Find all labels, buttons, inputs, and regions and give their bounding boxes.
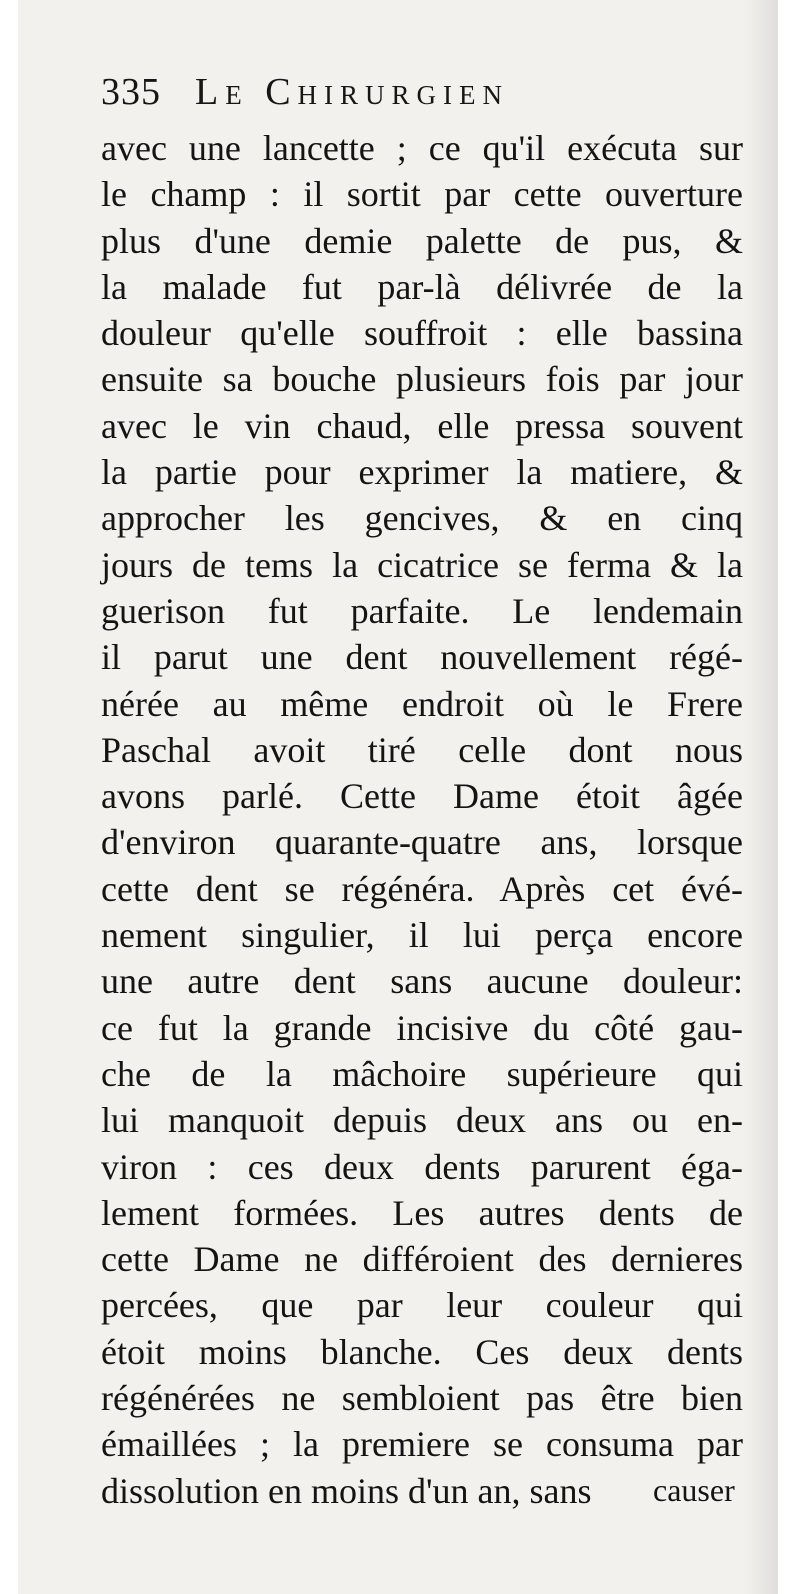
page-edge-shadow: [744, 0, 778, 1594]
text-line: émaillées ; la premiere se consuma par: [101, 1424, 743, 1465]
text-line: jours de tems la cicatrice se ferma & la: [101, 544, 743, 585]
text-line: régénérées ne sembloient pas être bien: [101, 1378, 743, 1419]
text-line: avons parlé. Cette Dame étoit âgée: [101, 776, 743, 817]
text-line: ce fut la grande incisive du côté gau-: [101, 1007, 743, 1048]
text-line: che de la mâchoire supérieure qui: [101, 1053, 743, 1094]
text-line: percées, que par leur couleur qui: [101, 1285, 743, 1326]
text-line: cette dent se régénéra. Après cet évé-: [101, 868, 743, 909]
catchword: causer: [653, 1472, 735, 1508]
text-line: d'environ quarante-quatre ans, lorsque: [101, 822, 743, 863]
text-line: guerison fut parfaite. Le lendemain: [101, 590, 743, 631]
text-line: avec le vin chaud, elle pressa souvent: [101, 405, 743, 446]
text-line: nérée au même endroit où le Frere: [101, 683, 743, 724]
text-line: cette Dame ne différoient des dernieres: [101, 1239, 743, 1280]
text-line: plus d'une demie palette de pus, &: [101, 220, 743, 261]
text-line: le champ : il sortit par cette ouverture: [101, 174, 743, 215]
text-line: il parut une dent nouvellement régé-: [101, 637, 743, 678]
text-line: avec une lancette ; ce qu'il exécuta sur: [101, 128, 743, 168]
page-header: [101, 70, 661, 120]
text-line: lui manquoit depuis deux ans ou en-: [101, 1100, 743, 1141]
text-line: nement singulier, il lui perça encore: [101, 915, 743, 956]
text-line: la partie pour exprimer la matiere, &: [101, 452, 743, 493]
text-line: ensuite sa bouche plusieurs fois par jour: [101, 359, 743, 400]
text-line: douleur qu'elle souffroit : elle bassina: [101, 313, 743, 354]
text-line: la malade fut par-là délivrée de la: [101, 266, 743, 307]
text-line: viron : ces deux dents parurent éga-: [101, 1146, 743, 1187]
text-line: une autre dent sans aucune douleur:: [101, 961, 743, 1002]
page-number: 335: [101, 71, 161, 113]
text-line: approcher les gencives, & en cinq: [101, 498, 743, 539]
text-line: Paschal avoit tiré celle dont nous: [101, 729, 743, 770]
text-line: dissolution en moins d'un an, sans: [101, 1470, 592, 1511]
running-title: Le Chirurgien: [195, 71, 510, 113]
body-text: [101, 125, 743, 1514]
text-line: lement formées. Les autres dents de: [101, 1192, 743, 1233]
text-line: étoit moins blanche. Ces deux dents: [101, 1331, 743, 1372]
